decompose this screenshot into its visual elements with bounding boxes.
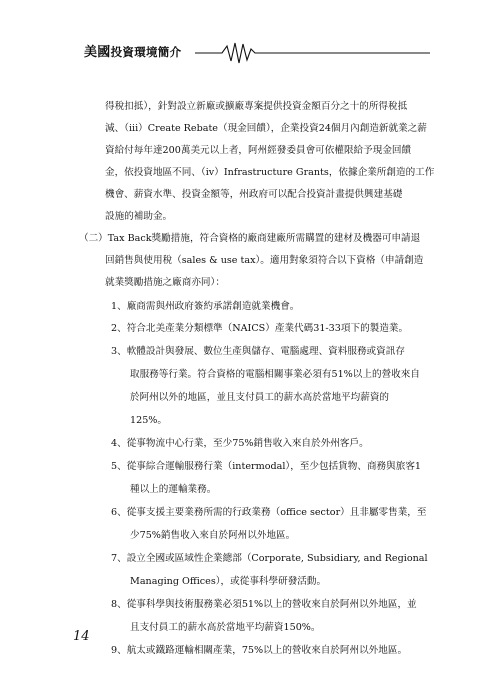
header-title-main: 美國 xyxy=(84,45,111,60)
header-ornament-line xyxy=(0,38,480,66)
list-item-9: 9、航太或鐵路運輸相關產業，75%以上的營收來自於阿州以外地區。 xyxy=(111,645,408,656)
body-line: 金，依投資地區不同、（iv）Infrastructure Grants，依據企業所創造的工作 xyxy=(105,167,435,178)
list-item-continuation: Managing Offices），或從事科學研發活動。 xyxy=(130,576,327,587)
list-item-continuation: 種以上的運輸業務。 xyxy=(130,484,217,495)
body-line: 得稅扣抵），針對設立新廠或擴廠專案提供投資金額百分之十的所得稅抵 xyxy=(105,101,408,112)
body-line: 資給付每年達200萬美元以上者，阿州經發委員會可依權限給予現金回饋 xyxy=(105,145,412,156)
list-item-continuation: 於阿州以外的地區，並且支付員工的薪水高於當地平均薪資的 xyxy=(130,392,390,403)
running-header xyxy=(0,38,480,66)
section-heading-line: （二）Tax Back獎勵措施，符合資格的廠商建廠所需購置的建材及機器可申請退 xyxy=(79,233,421,244)
list-item-continuation: 125%。 xyxy=(130,415,168,426)
body-line: 回銷售與使用稅（sales & use tax）。適用對象須符合以下資格（申請創造 xyxy=(105,255,424,266)
body-line: 減、（iii）Create Rebate（現金回饋），企業投資24個月內創造新就業之薪 xyxy=(105,123,427,134)
page-number: 14 xyxy=(73,629,90,644)
list-item-5: 5、從事綜合運輸服務行業（intermodal），至少包括貨物、商務與旅客1 xyxy=(111,461,422,472)
list-item-8: 8、從事科學與技術服務業必須51%以上的營收來自於阿州以外地區，並 xyxy=(111,599,417,610)
list-item-4: 4、從事物流中心行業，至少75%銷售收入來自於外州客戶。 xyxy=(111,438,369,449)
list-item-continuation: 少75%銷售收入來自於阿州以外地區。 xyxy=(130,530,296,541)
list-item-1: 1、廠商需與州政府簽約承諾創造就業機會。 xyxy=(111,301,300,312)
body-line: 就業獎勵措施之廠商亦同）： xyxy=(105,277,225,288)
list-item-2: 2、符合北美產業分類標準（NAICS）產業代碼31-33項下的製造業。 xyxy=(111,323,409,334)
list-item-continuation: 取服務等行業。符合資格的電腦相關事業必須有51%以上的營收來自 xyxy=(130,369,420,380)
header-title-sub: 投資環境簡介 xyxy=(110,45,182,59)
list-item-7: 7、設立全國或區域性企業總部（Corporate, Subsidiary, and Regional xyxy=(111,553,428,564)
header-title xyxy=(84,41,181,60)
list-item-continuation: 且支付員工的薪水高於當地平均薪資150%。 xyxy=(130,622,321,633)
list-item-6: 6、從事支援主要業務所需的行政業務（office sector）且非屬零售業，至 xyxy=(111,507,427,518)
body-line: 設施的補助金。 xyxy=(105,211,173,222)
list-item-3: 3、軟體設計與發展、數位生產與儲存、電腦處理、資料服務或資訊存 xyxy=(111,346,405,357)
body-line: 機會、薪資水準、投資金額等，州政府可以配合投資計畫提供興建基礎 xyxy=(105,189,403,200)
